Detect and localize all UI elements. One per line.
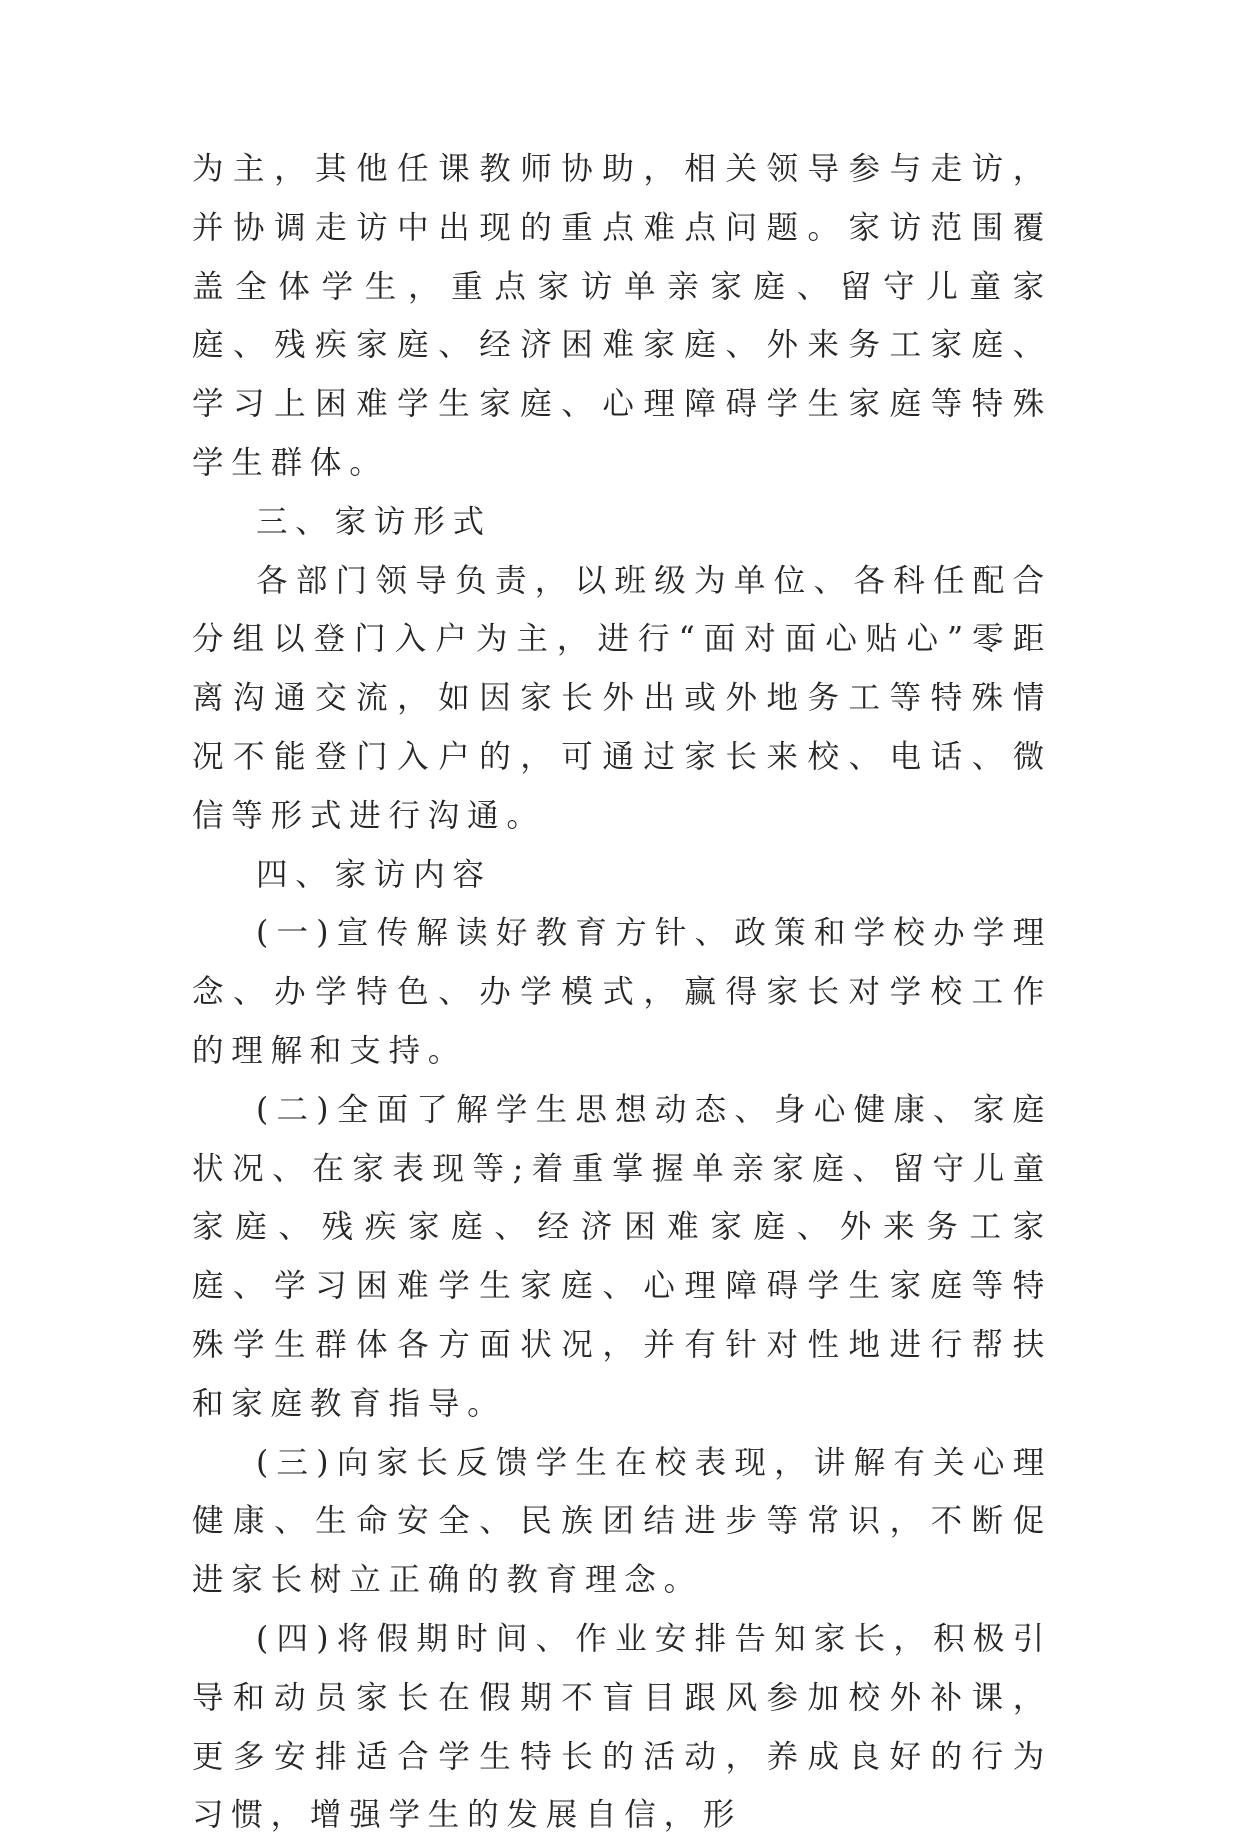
paragraph-content-1: (一)宣传解读好教育方针、政策和学校办学理念、办学特色、办学模式，赢得家长对学校工作的理解和支持。	[192, 915, 1052, 1069]
document-body	[192, 140, 1052, 1845]
heading-visit-form: 三、家访形式	[256, 503, 492, 540]
heading-visit-content: 四、家访内容	[256, 856, 492, 893]
paragraph-visit-scope: 为主，其他任课教师协助，相关领导参与走访，并协调走访中出现的重点难点问题。家访范围覆盖全体学生，重点家访单亲家庭、留守儿童家庭、残疾家庭、经济困难家庭、外来务工家庭、学习上困难学生家庭、心理障碍学生家庭等特殊学生群体。	[192, 151, 1052, 481]
paragraph-content-3: (三)向家长反馈学生在校表现，讲解有关心理健康、生命安全、民族团结进步等常识，不断促进家长树立正确的教育理念。	[192, 1444, 1052, 1599]
paragraph-visit-form: 各部门领导负责，以班级为单位、各科任配合分组以登门入户为主，进行“面对面心贴心”零距离沟通交流，如因家长外出或外地务工等特殊情况不能登门入户的，可通过家长来校、电话、微信等形式进行沟通。	[192, 562, 1052, 834]
paragraph-content-2: (二)全面了解学生思想动态、身心健康、家庭状况、在家表现等;着重掌握单亲家庭、留守儿童家庭、残疾家庭、经济困难家庭、外来务工家庭、学习困难学生家庭、心理障碍学生家庭等特殊学生群体各方面状况，并有针对性地进行帮扶和家庭教育指导。	[192, 1091, 1052, 1422]
paragraph-content-4: (四)将假期时间、作业安排告知家长，积极引导和动员家长在假期不盲目跟风参加校外补课，更多安排适合学生特长的活动，养成良好的行为习惯，增强学生的发展自信，形	[192, 1620, 1052, 1834]
